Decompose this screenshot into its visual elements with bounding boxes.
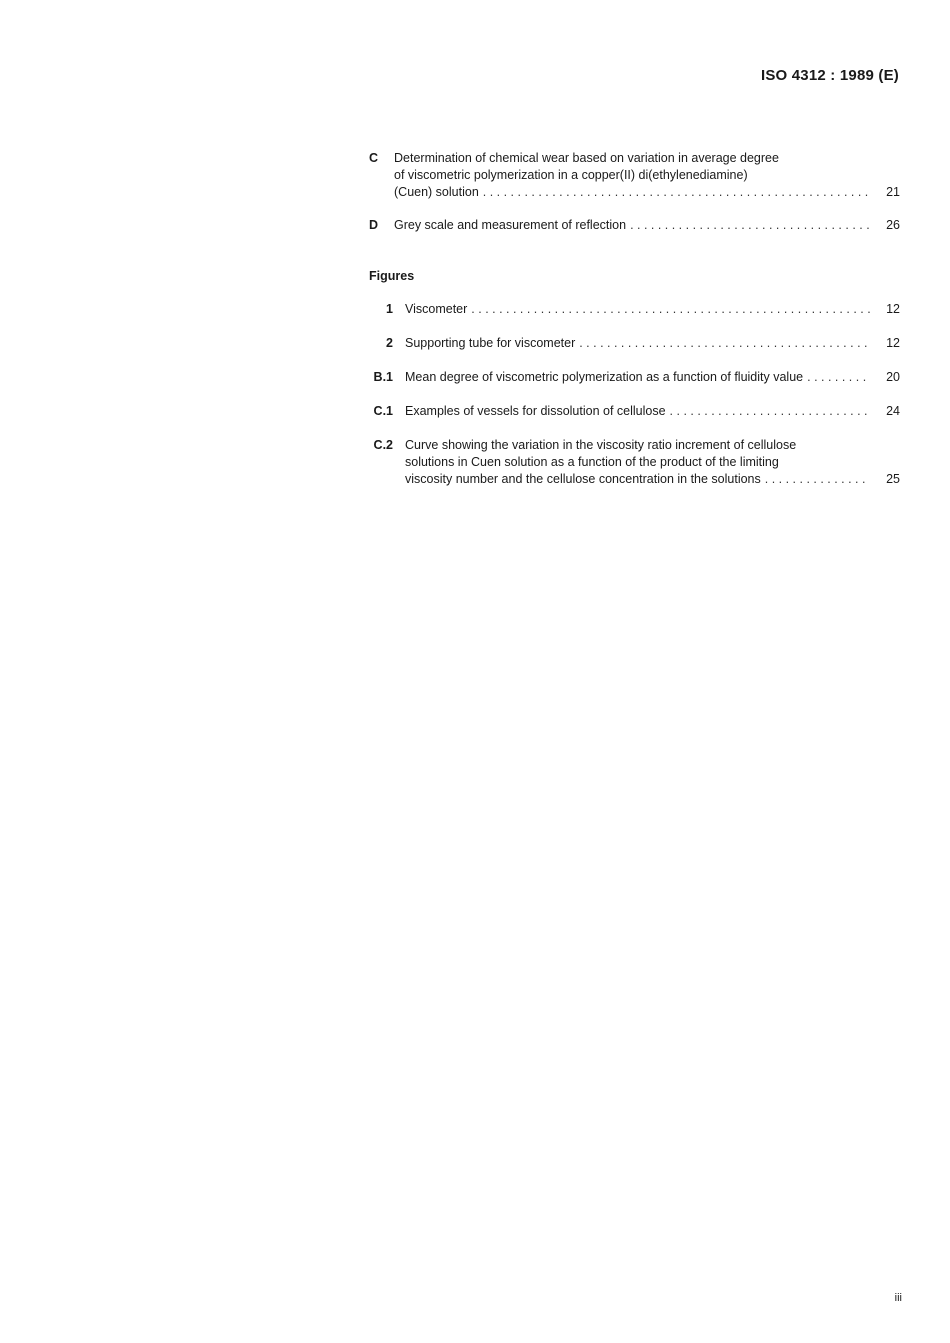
toc-entry-text-line: of viscometric polymerization in a copper(II) di(ethylenediamine)	[394, 168, 748, 182]
page-number: iii	[894, 1292, 902, 1304]
toc-entry-text-line: Grey scale and measurement of reflection	[394, 218, 627, 232]
table-of-contents	[369, 150, 900, 488]
toc-entry-page: 12	[886, 336, 900, 350]
dot-leader	[471, 301, 870, 318]
dot-leader	[483, 184, 870, 201]
document-header: ISO 4312 : 1989 (E)	[760, 67, 899, 84]
toc-entry-annex-c[interactable]	[369, 150, 900, 201]
toc-entry-annex-d[interactable]	[369, 217, 900, 234]
toc-entry-page: 24	[886, 404, 900, 418]
toc-entry-page: 12	[886, 302, 900, 316]
dot-leader	[765, 471, 870, 488]
toc-entry-page: 25	[886, 472, 900, 486]
toc-entry-text-line: viscosity number and the cellulose concentration in the solutions	[405, 472, 761, 486]
toc-entry-figure-c1[interactable]	[369, 403, 900, 420]
toc-entry-figure-2[interactable]	[369, 335, 900, 352]
toc-entry-figure-c2[interactable]	[369, 437, 900, 488]
toc-entry-text-line: Mean degree of viscometric polymerization as a function of fluidity value	[405, 370, 804, 384]
dot-leader	[807, 369, 870, 386]
toc-entry-text-line: (Cuen) solution	[394, 185, 479, 199]
dot-leader	[670, 403, 870, 420]
toc-entry-text-line: Curve showing the variation in the viscosity ratio increment of cellulose	[405, 438, 797, 452]
toc-entry-label: B.1	[373, 370, 393, 384]
toc-entry-text-line: Supporting tube for viscometer	[405, 336, 576, 350]
toc-entry-figure-1[interactable]	[369, 301, 900, 318]
toc-entry-text-line: Determination of chemical wear based on variation in average degree	[394, 151, 779, 165]
toc-entry-text-line: solutions in Cuen solution as a function of the product of the limiting	[405, 455, 779, 469]
toc-entry-label: C.2	[373, 438, 393, 452]
toc-entry-label: 2	[386, 336, 393, 350]
toc-entry-label: C.1	[373, 404, 393, 418]
toc-entry-text-line: Examples of vessels for dissolution of cellulose	[405, 404, 666, 418]
dot-leader	[630, 217, 870, 234]
toc-entry-label: 1	[386, 302, 393, 316]
toc-entry-label: C	[369, 151, 379, 165]
toc-entry-page: 26	[886, 218, 900, 232]
toc-entry-text-line: Viscometer	[405, 302, 468, 316]
toc-entry-page: 20	[886, 370, 900, 384]
toc-entry-figure-b1[interactable]	[369, 369, 900, 386]
dot-leader	[579, 335, 870, 352]
toc-entry-page: 21	[886, 185, 900, 199]
toc-entry-label: D	[369, 218, 379, 232]
figures-heading: Figures	[369, 269, 415, 283]
